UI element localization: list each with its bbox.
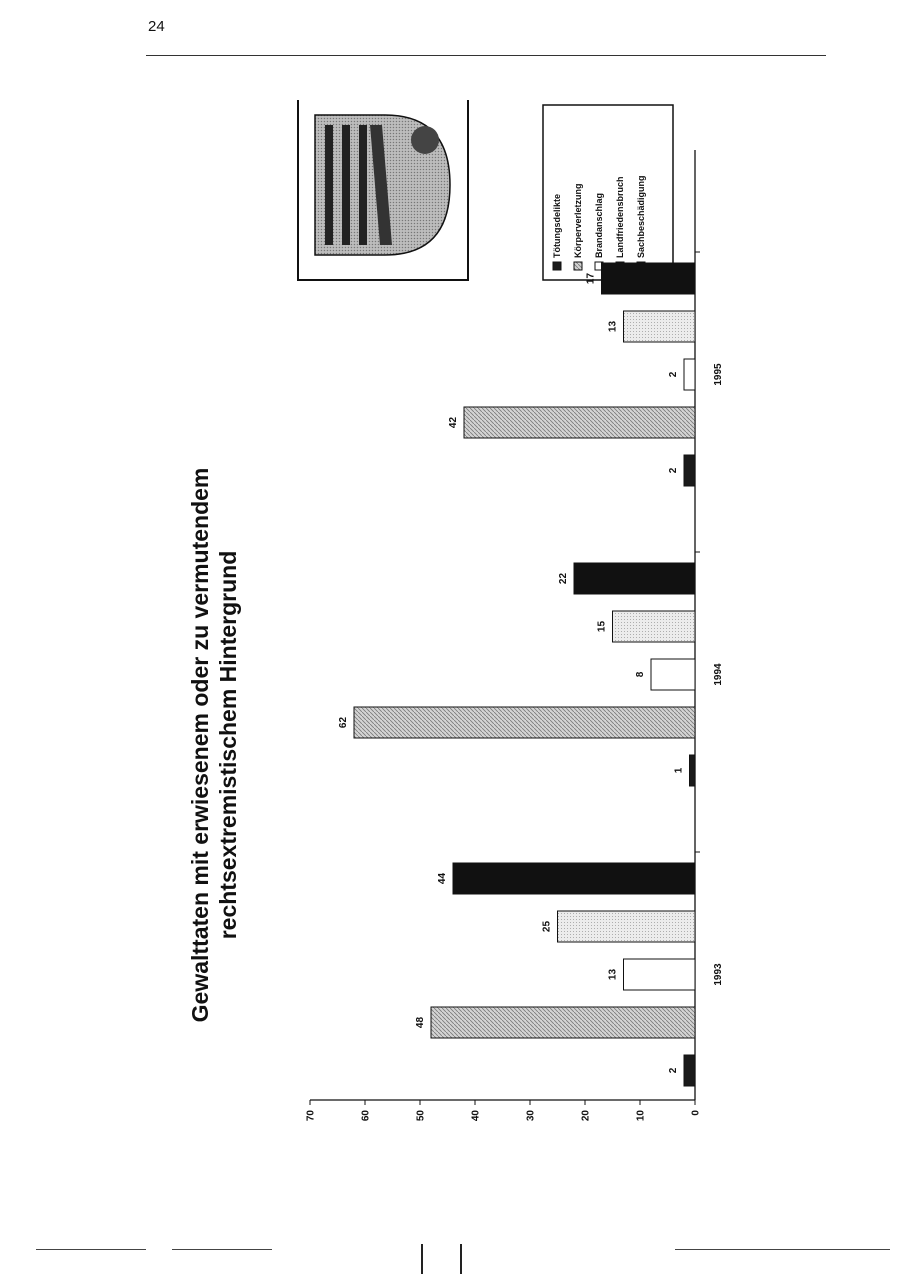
footer-mark-left: [421, 1244, 423, 1274]
bar-1994-1: [690, 755, 696, 786]
data-label: 48: [415, 1016, 426, 1029]
data-label: 22: [558, 572, 569, 585]
chart-title-line-1: Gewalttaten mit erwiesenem oder zu vermutendem: [187, 467, 213, 1023]
bar-1993-4: [558, 911, 696, 942]
data-label: 13: [607, 968, 619, 981]
footer-rule-left: [36, 1249, 146, 1250]
bar-1993-5: [453, 863, 695, 894]
legend-label: Körperverletzung: [573, 183, 583, 258]
header-rule: [146, 55, 826, 56]
data-label: 8: [635, 671, 646, 678]
legend-swatch: [574, 262, 582, 270]
data-label: 42: [448, 416, 459, 429]
y-tick-label: 10: [635, 1110, 647, 1122]
legend-label: Tötungsdelikte: [552, 193, 562, 258]
bar-1995-2: [464, 407, 695, 438]
legend-label: Sachbeschädigung: [636, 175, 646, 258]
category-label: 1995: [713, 363, 724, 386]
bar-1995-3: [684, 359, 695, 390]
bar-1994-2: [354, 707, 695, 738]
data-label: 15: [596, 620, 608, 633]
bar-1994-3: [651, 659, 695, 690]
data-label: 2: [668, 1067, 679, 1074]
bar-1994-4: [613, 611, 696, 642]
data-label: 17: [585, 272, 597, 285]
bar-chart: [170, 100, 730, 1200]
chart-title-line-2: rechtsextremistischem Hintergrund: [215, 550, 241, 940]
bar-1993-1: [684, 1055, 695, 1086]
bar-1995-1: [684, 455, 695, 486]
chart-panel: [170, 100, 730, 1200]
bar-1994-5: [574, 563, 695, 594]
legend-swatch: [553, 262, 561, 270]
bar-1993-2: [431, 1007, 695, 1038]
data-label: 44: [437, 872, 448, 885]
y-tick-label: 0: [690, 1110, 702, 1116]
category-label: 1993: [713, 963, 724, 986]
y-tick-label: 60: [360, 1110, 372, 1122]
data-label: 1: [673, 767, 685, 774]
data-label: 25: [541, 920, 553, 933]
y-tick-label: 30: [525, 1110, 537, 1122]
category-label: 1994: [713, 663, 724, 686]
bar-1993-3: [624, 959, 696, 990]
y-tick-label: 70: [305, 1110, 317, 1122]
data-label: 13: [607, 320, 619, 333]
y-tick-label: 50: [415, 1110, 427, 1122]
y-tick-label: 40: [470, 1110, 482, 1122]
page-number: 24: [148, 18, 165, 35]
legend-label: Brandanschlag: [594, 192, 604, 258]
legend-label: Landfriedensbruch: [615, 176, 625, 258]
data-label: 2: [668, 371, 679, 378]
footer-rule-left-2: [172, 1249, 272, 1250]
coat-of-arms-saxony-icon: [298, 100, 468, 280]
chart-legend: [543, 105, 673, 280]
bar-1995-4: [624, 311, 696, 342]
data-label: 62: [338, 716, 349, 729]
footer-mark-right: [460, 1244, 462, 1274]
y-tick-label: 20: [580, 1110, 592, 1122]
bar-1995-5: [602, 263, 696, 294]
data-label: 2: [668, 467, 679, 474]
footer-rule-right: [675, 1249, 890, 1250]
